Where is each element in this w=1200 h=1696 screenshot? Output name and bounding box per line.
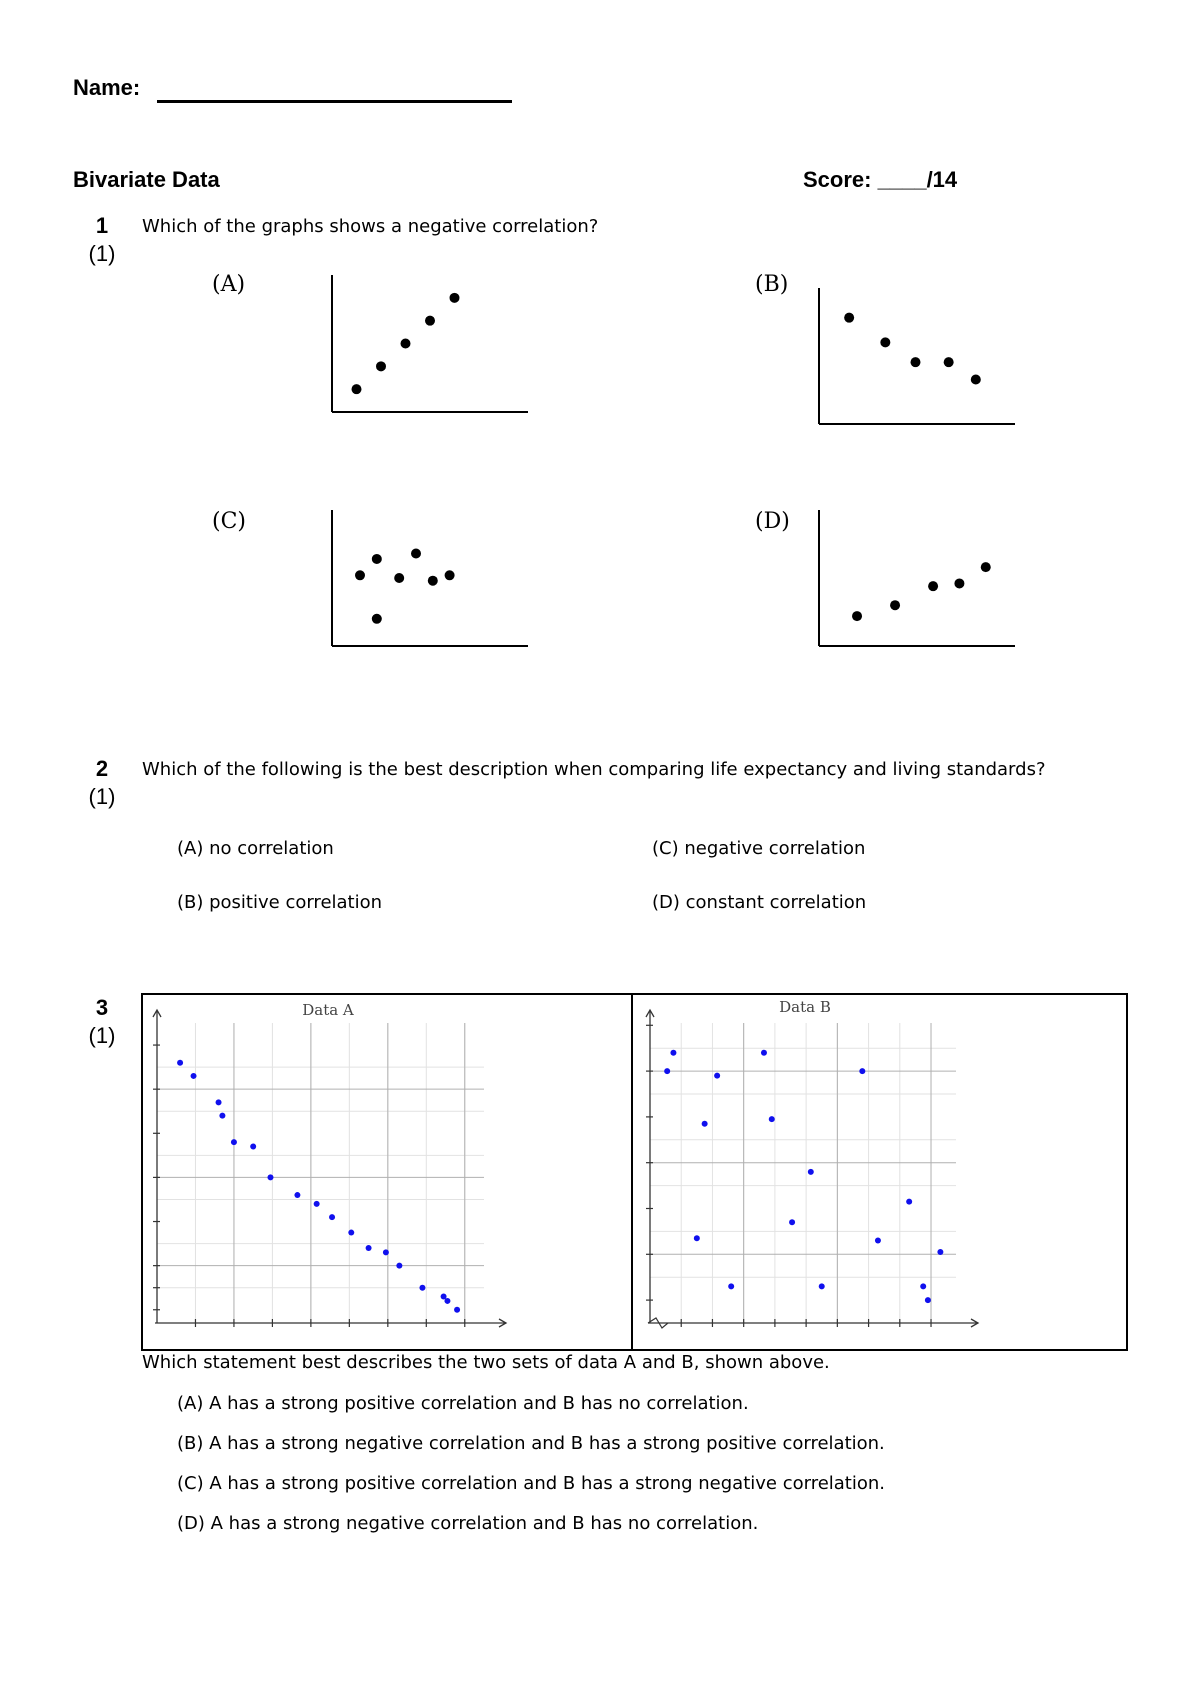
data-point bbox=[819, 1283, 825, 1289]
scatter-graph-b bbox=[818, 288, 1015, 425]
data-point bbox=[890, 600, 900, 610]
data-point bbox=[191, 1073, 197, 1079]
data-point bbox=[714, 1073, 720, 1079]
data-point bbox=[971, 374, 981, 384]
data-point bbox=[852, 611, 862, 621]
question-text: Which statement best describes the two sets of data A and B, shown above. bbox=[142, 1352, 830, 1373]
chart-title: Data B bbox=[779, 998, 831, 1016]
data-point bbox=[219, 1113, 225, 1119]
data-point bbox=[981, 562, 991, 572]
graph-label-b: (B) bbox=[755, 272, 789, 297]
option-a[interactable]: (A) A has a strong positive correlation and B has no correlation. bbox=[177, 1393, 749, 1414]
data-point bbox=[372, 554, 382, 564]
scatter-graph-c bbox=[331, 510, 528, 647]
score-total: /14 bbox=[926, 167, 958, 192]
data-point bbox=[231, 1139, 237, 1145]
data-point bbox=[401, 339, 411, 349]
data-point bbox=[329, 1214, 335, 1220]
data-point bbox=[808, 1169, 814, 1175]
data-point bbox=[216, 1099, 222, 1105]
option-c[interactable]: (C) negative correlation bbox=[652, 838, 866, 859]
data-point bbox=[728, 1283, 734, 1289]
data-point bbox=[376, 361, 386, 371]
name-label: Name: bbox=[73, 75, 141, 100]
data-point bbox=[250, 1144, 256, 1150]
option-b[interactable]: (B) A has a strong negative correlation and B has a strong positive correlation. bbox=[177, 1433, 885, 1454]
graph-label-c: (C) bbox=[212, 509, 246, 534]
data-point bbox=[445, 570, 455, 580]
data-point bbox=[880, 337, 890, 347]
worksheet-title: Bivariate Data bbox=[73, 167, 220, 192]
scatter-graph-a bbox=[331, 275, 528, 413]
data-point bbox=[348, 1230, 354, 1236]
data-point bbox=[425, 316, 435, 326]
scatter-graph-data-b bbox=[633, 995, 1122, 1345]
data-point bbox=[702, 1121, 708, 1127]
data-point bbox=[450, 293, 460, 303]
data-point bbox=[875, 1238, 881, 1244]
data-point bbox=[859, 1068, 865, 1074]
data-point bbox=[844, 313, 854, 323]
data-point bbox=[664, 1068, 670, 1074]
data-point bbox=[411, 549, 421, 559]
question-marks: (1) bbox=[88, 784, 116, 809]
data-point bbox=[670, 1050, 676, 1056]
data-point bbox=[396, 1263, 402, 1269]
question-number: 1 bbox=[95, 213, 109, 238]
data-point bbox=[906, 1199, 912, 1205]
data-point bbox=[694, 1235, 700, 1241]
name-field-line[interactable] bbox=[157, 100, 512, 103]
data-point bbox=[352, 384, 362, 394]
scatter-graph-data-a bbox=[143, 995, 631, 1345]
data-point bbox=[769, 1116, 775, 1122]
question-number: 3 bbox=[95, 995, 109, 1020]
data-point bbox=[383, 1249, 389, 1255]
question-text: Which of the graphs shows a negative correlation? bbox=[142, 216, 599, 237]
data-point bbox=[761, 1050, 767, 1056]
data-point bbox=[419, 1285, 425, 1291]
question-text: Which of the following is the best description when comparing life expectancy and living standards? bbox=[142, 759, 1046, 780]
score-box bbox=[803, 167, 957, 193]
data-point bbox=[372, 614, 382, 624]
graph-label-d: (D) bbox=[755, 509, 790, 534]
data-point bbox=[910, 357, 920, 367]
data-point bbox=[177, 1060, 183, 1066]
scatter-graph-d bbox=[818, 510, 1015, 647]
graph-label-a: (A) bbox=[212, 272, 246, 297]
data-point bbox=[937, 1249, 943, 1255]
option-b[interactable]: (B) positive correlation bbox=[177, 892, 383, 913]
chart-title: Data A bbox=[302, 1001, 354, 1019]
data-point bbox=[454, 1307, 460, 1313]
data-point bbox=[928, 581, 938, 591]
data-point bbox=[920, 1283, 926, 1289]
score-blank[interactable]: ____ bbox=[877, 167, 927, 192]
data-point bbox=[925, 1297, 931, 1303]
option-d[interactable]: (D) constant correlation bbox=[652, 892, 867, 913]
data-point bbox=[394, 573, 404, 583]
data-point bbox=[428, 576, 438, 586]
data-point bbox=[267, 1174, 273, 1180]
question-marks: (1) bbox=[88, 241, 116, 266]
score-label: Score: bbox=[803, 167, 872, 192]
data-point bbox=[366, 1245, 372, 1251]
option-a[interactable]: (A) no correlation bbox=[177, 838, 334, 859]
question-marks: (1) bbox=[88, 1023, 116, 1048]
data-point bbox=[954, 578, 964, 588]
data-point bbox=[444, 1298, 450, 1304]
data-point bbox=[355, 570, 365, 580]
data-point bbox=[789, 1219, 795, 1225]
data-point bbox=[314, 1201, 320, 1207]
question-number: 2 bbox=[95, 756, 109, 781]
data-point bbox=[294, 1192, 300, 1198]
option-c[interactable]: (C) A has a strong positive correlation and B has a strong negative correlation. bbox=[177, 1473, 886, 1494]
option-d[interactable]: (D) A has a strong negative correlation and B has no correlation. bbox=[177, 1513, 759, 1534]
data-point bbox=[944, 357, 954, 367]
